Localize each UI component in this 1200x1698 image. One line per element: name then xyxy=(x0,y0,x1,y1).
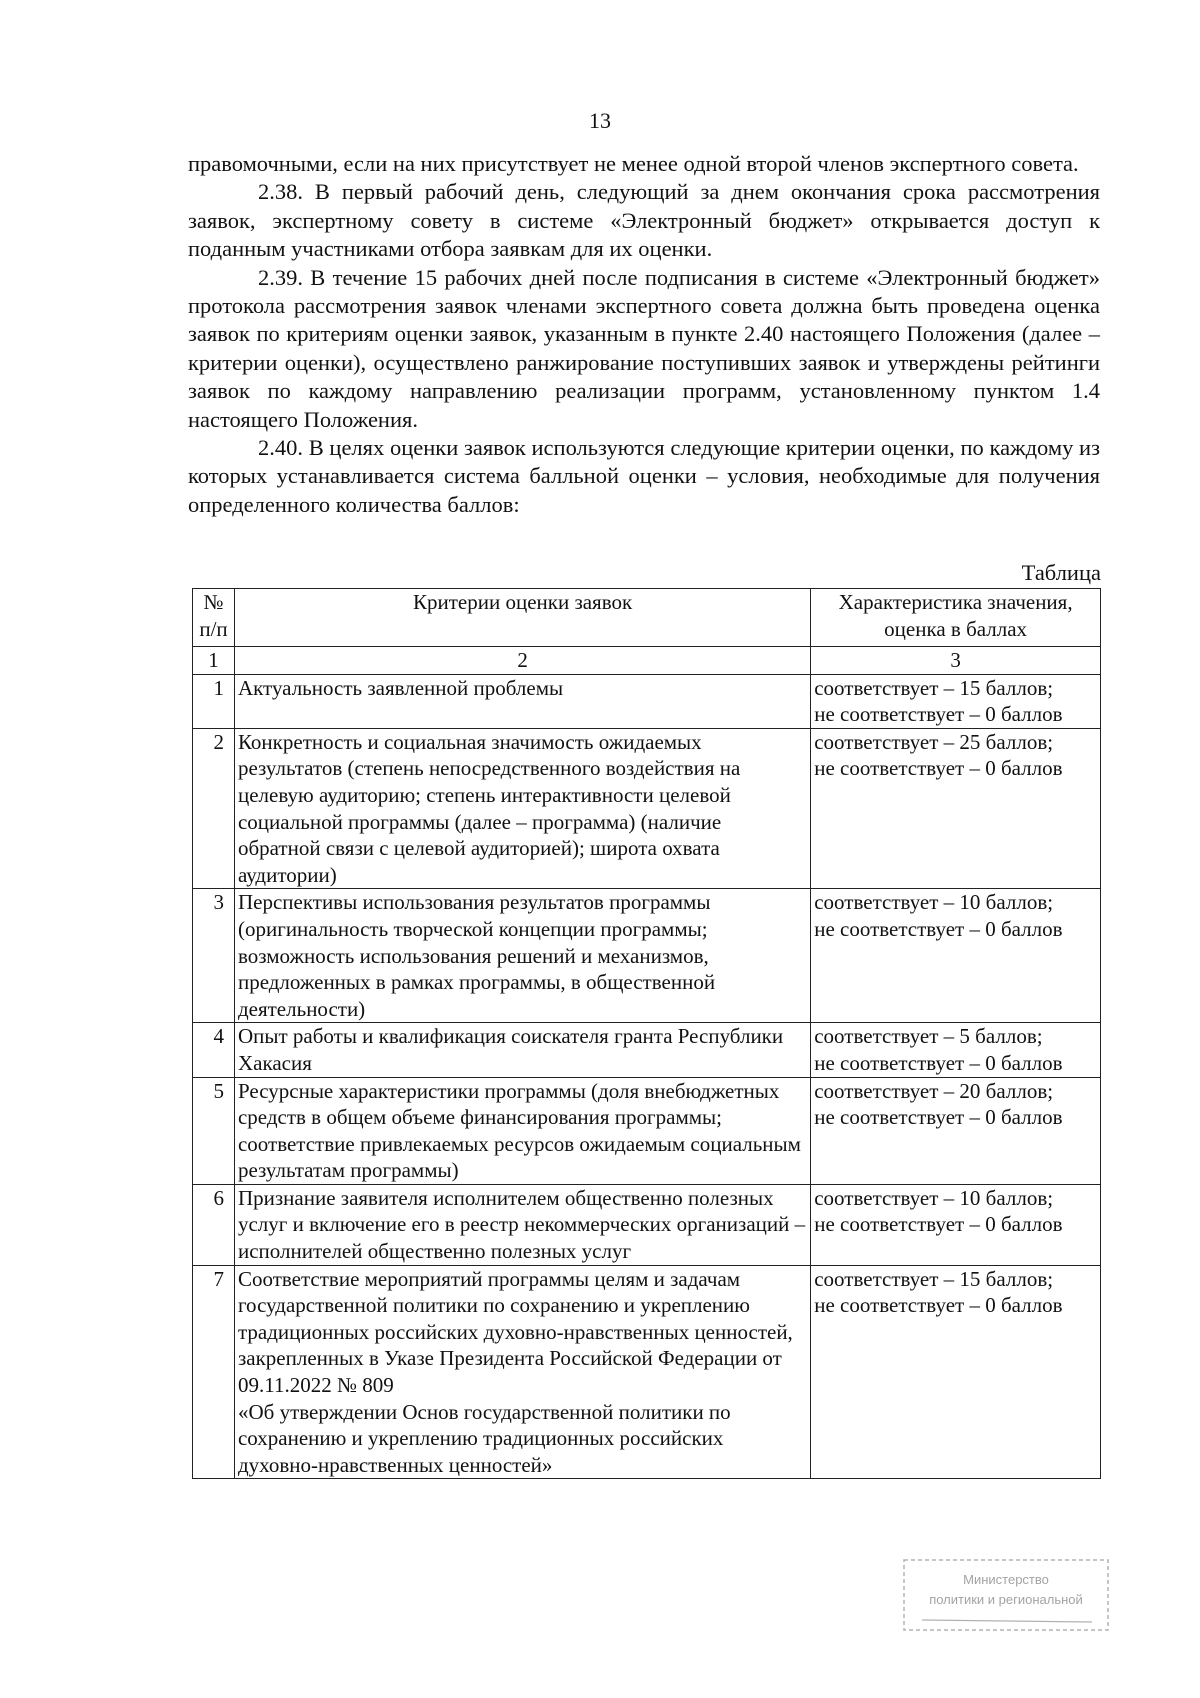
paragraph-continuation: правомочными, если на них присутствует не менее одной второй членов экспертного совета. xyxy=(188,151,1079,176)
row-number: 6 xyxy=(193,1184,235,1265)
stamp xyxy=(902,1558,1110,1632)
row-score xyxy=(811,889,1101,1023)
row-number: 1 xyxy=(193,674,235,728)
column-number-1: 1 xyxy=(193,647,235,675)
row-score xyxy=(811,1077,1101,1184)
score-no: не соответствует – 0 баллов xyxy=(814,1050,1063,1075)
score-yes: соответствует – 20 баллов; xyxy=(814,1078,1054,1103)
score-yes: соответствует – 10 баллов; xyxy=(814,890,1054,915)
score-no: не соответствует – 0 баллов xyxy=(814,1212,1063,1237)
row-criterion: Конкретность и социальная значимость ожидаемых результатов (степень непосредственного воздействия на целевую аудиторию; степень интерактивности целевой социальной программы (далее – программа) (наличие обратной связи с целевой аудиторией); широта охвата аудитории) xyxy=(234,728,810,889)
table-row xyxy=(193,1077,1101,1184)
row-number: 2 xyxy=(193,728,235,889)
row-number: 7 xyxy=(193,1265,235,1479)
score-yes: соответствует – 15 баллов; xyxy=(814,1266,1054,1291)
table-caption: Таблица xyxy=(1021,560,1101,585)
score-no: не соответствует – 0 баллов xyxy=(814,1293,1063,1318)
score-no: не соответствует – 0 баллов xyxy=(814,916,1063,941)
header-number: № п/п xyxy=(193,589,235,647)
table-row xyxy=(193,674,1101,728)
score-yes: соответствует – 15 баллов; xyxy=(814,675,1054,700)
row-number: 3 xyxy=(193,889,235,1023)
row-criterion: Признание заявителя исполнителем общественно полезных услуг и включение его в реестр некоммерческих организаций – исполнителей общественно полезных услуг xyxy=(234,1184,810,1265)
score-no: не соответствует – 0 баллов xyxy=(814,702,1063,727)
row-criterion: Ресурсные характеристики программы (доля внебюджетных средств в общем объеме финансирования программы; соответствие привлекаемых ресурсов ожидаемым социальным результатам программы) xyxy=(234,1077,810,1184)
row-criterion: Перспективы использования результатов программы (оригинальность творческой концепции программы; возможность использования решений и механизмов, предложенных в рамках программы, в общественной деятельности) xyxy=(234,889,810,1023)
column-number-2: 2 xyxy=(234,647,810,675)
table-header-row xyxy=(193,589,1101,647)
row-score xyxy=(811,1265,1101,1479)
stamp-line2: политики и региональной xyxy=(929,1592,1083,1607)
score-yes: соответствует – 5 баллов; xyxy=(814,1024,1043,1049)
row-score xyxy=(811,1023,1101,1077)
column-number-row xyxy=(193,647,1101,675)
score-yes: соответствует – 10 баллов; xyxy=(814,1185,1054,1210)
score-no: не соответствует – 0 баллов xyxy=(814,1105,1063,1130)
column-number-3: 3 xyxy=(811,647,1101,675)
row-criterion-text: Соответствие мероприятий программы целям и задачам государственной политики по сохранению и укреплению традиционных российских духовно-нравственных ценностей, закрепленных в Указе Президента Российской Федерации от 09.11.2022 № 809 xyxy=(237,1266,793,1398)
table-row xyxy=(193,1184,1101,1265)
page-number: 13 xyxy=(589,108,611,133)
row-score xyxy=(811,1184,1101,1265)
stamp-line1: Министерство xyxy=(963,1572,1049,1587)
row-criterion: Актуальность заявленной проблемы xyxy=(234,674,810,728)
score-yes: соответствует – 25 баллов; xyxy=(814,729,1054,754)
table-row xyxy=(193,889,1101,1023)
table-row xyxy=(193,1265,1101,1479)
paragraph-2-38: 2.38. В первый рабочий день, следующий за днем окончания срока рассмотрения заявок, экспертному совету в системе «Электронный бюджет» открывается доступ к поданным участниками отбора заявкам для их оценки. xyxy=(188,179,1100,262)
criteria-table xyxy=(192,588,1101,1479)
row-number: 5 xyxy=(193,1077,235,1184)
header-score: Характеристика значения, оценка в баллах xyxy=(811,589,1101,647)
body-text xyxy=(188,150,1100,519)
header-criteria: Критерии оценки заявок xyxy=(234,589,810,647)
row-criterion-extra: «Об утверждении Основ государственной политики по сохранению и укреплению традиционных российских духовно-нравственных ценностей» xyxy=(237,1399,731,1477)
table-row xyxy=(193,1023,1101,1077)
paragraph-2-39: 2.39. В течение 15 рабочих дней после подписания в системе «Электронный бюджет» протокола рассмотрения заявок членами экспертного совета должна быть проведена оценка заявок по критериям оценки заявок, указанным в пункте 2.40 настоящего Положения (далее – критерии оценки), осуществлено ранжирование поступивших заявок и утверждены рейтинги заявок по каждому направлению реализации программ, установленному пунктом 1.4 настоящего Положения. xyxy=(188,264,1100,432)
row-number: 4 xyxy=(193,1023,235,1077)
score-no: не соответствует – 0 баллов xyxy=(814,756,1063,781)
row-score xyxy=(811,728,1101,889)
paragraph-2-40: 2.40. В целях оценки заявок используются следующие критерии оценки, по каждому из которых устанавливается система балльной оценки – условия, необходимые для получения определенного количества баллов: xyxy=(188,435,1100,517)
table-row xyxy=(193,728,1101,889)
stamp-graphic xyxy=(902,1558,1110,1632)
row-score xyxy=(811,674,1101,728)
row-criterion xyxy=(234,1265,810,1479)
row-criterion: Опыт работы и квалификация соискателя гранта Республики Хакасия xyxy=(234,1023,810,1077)
